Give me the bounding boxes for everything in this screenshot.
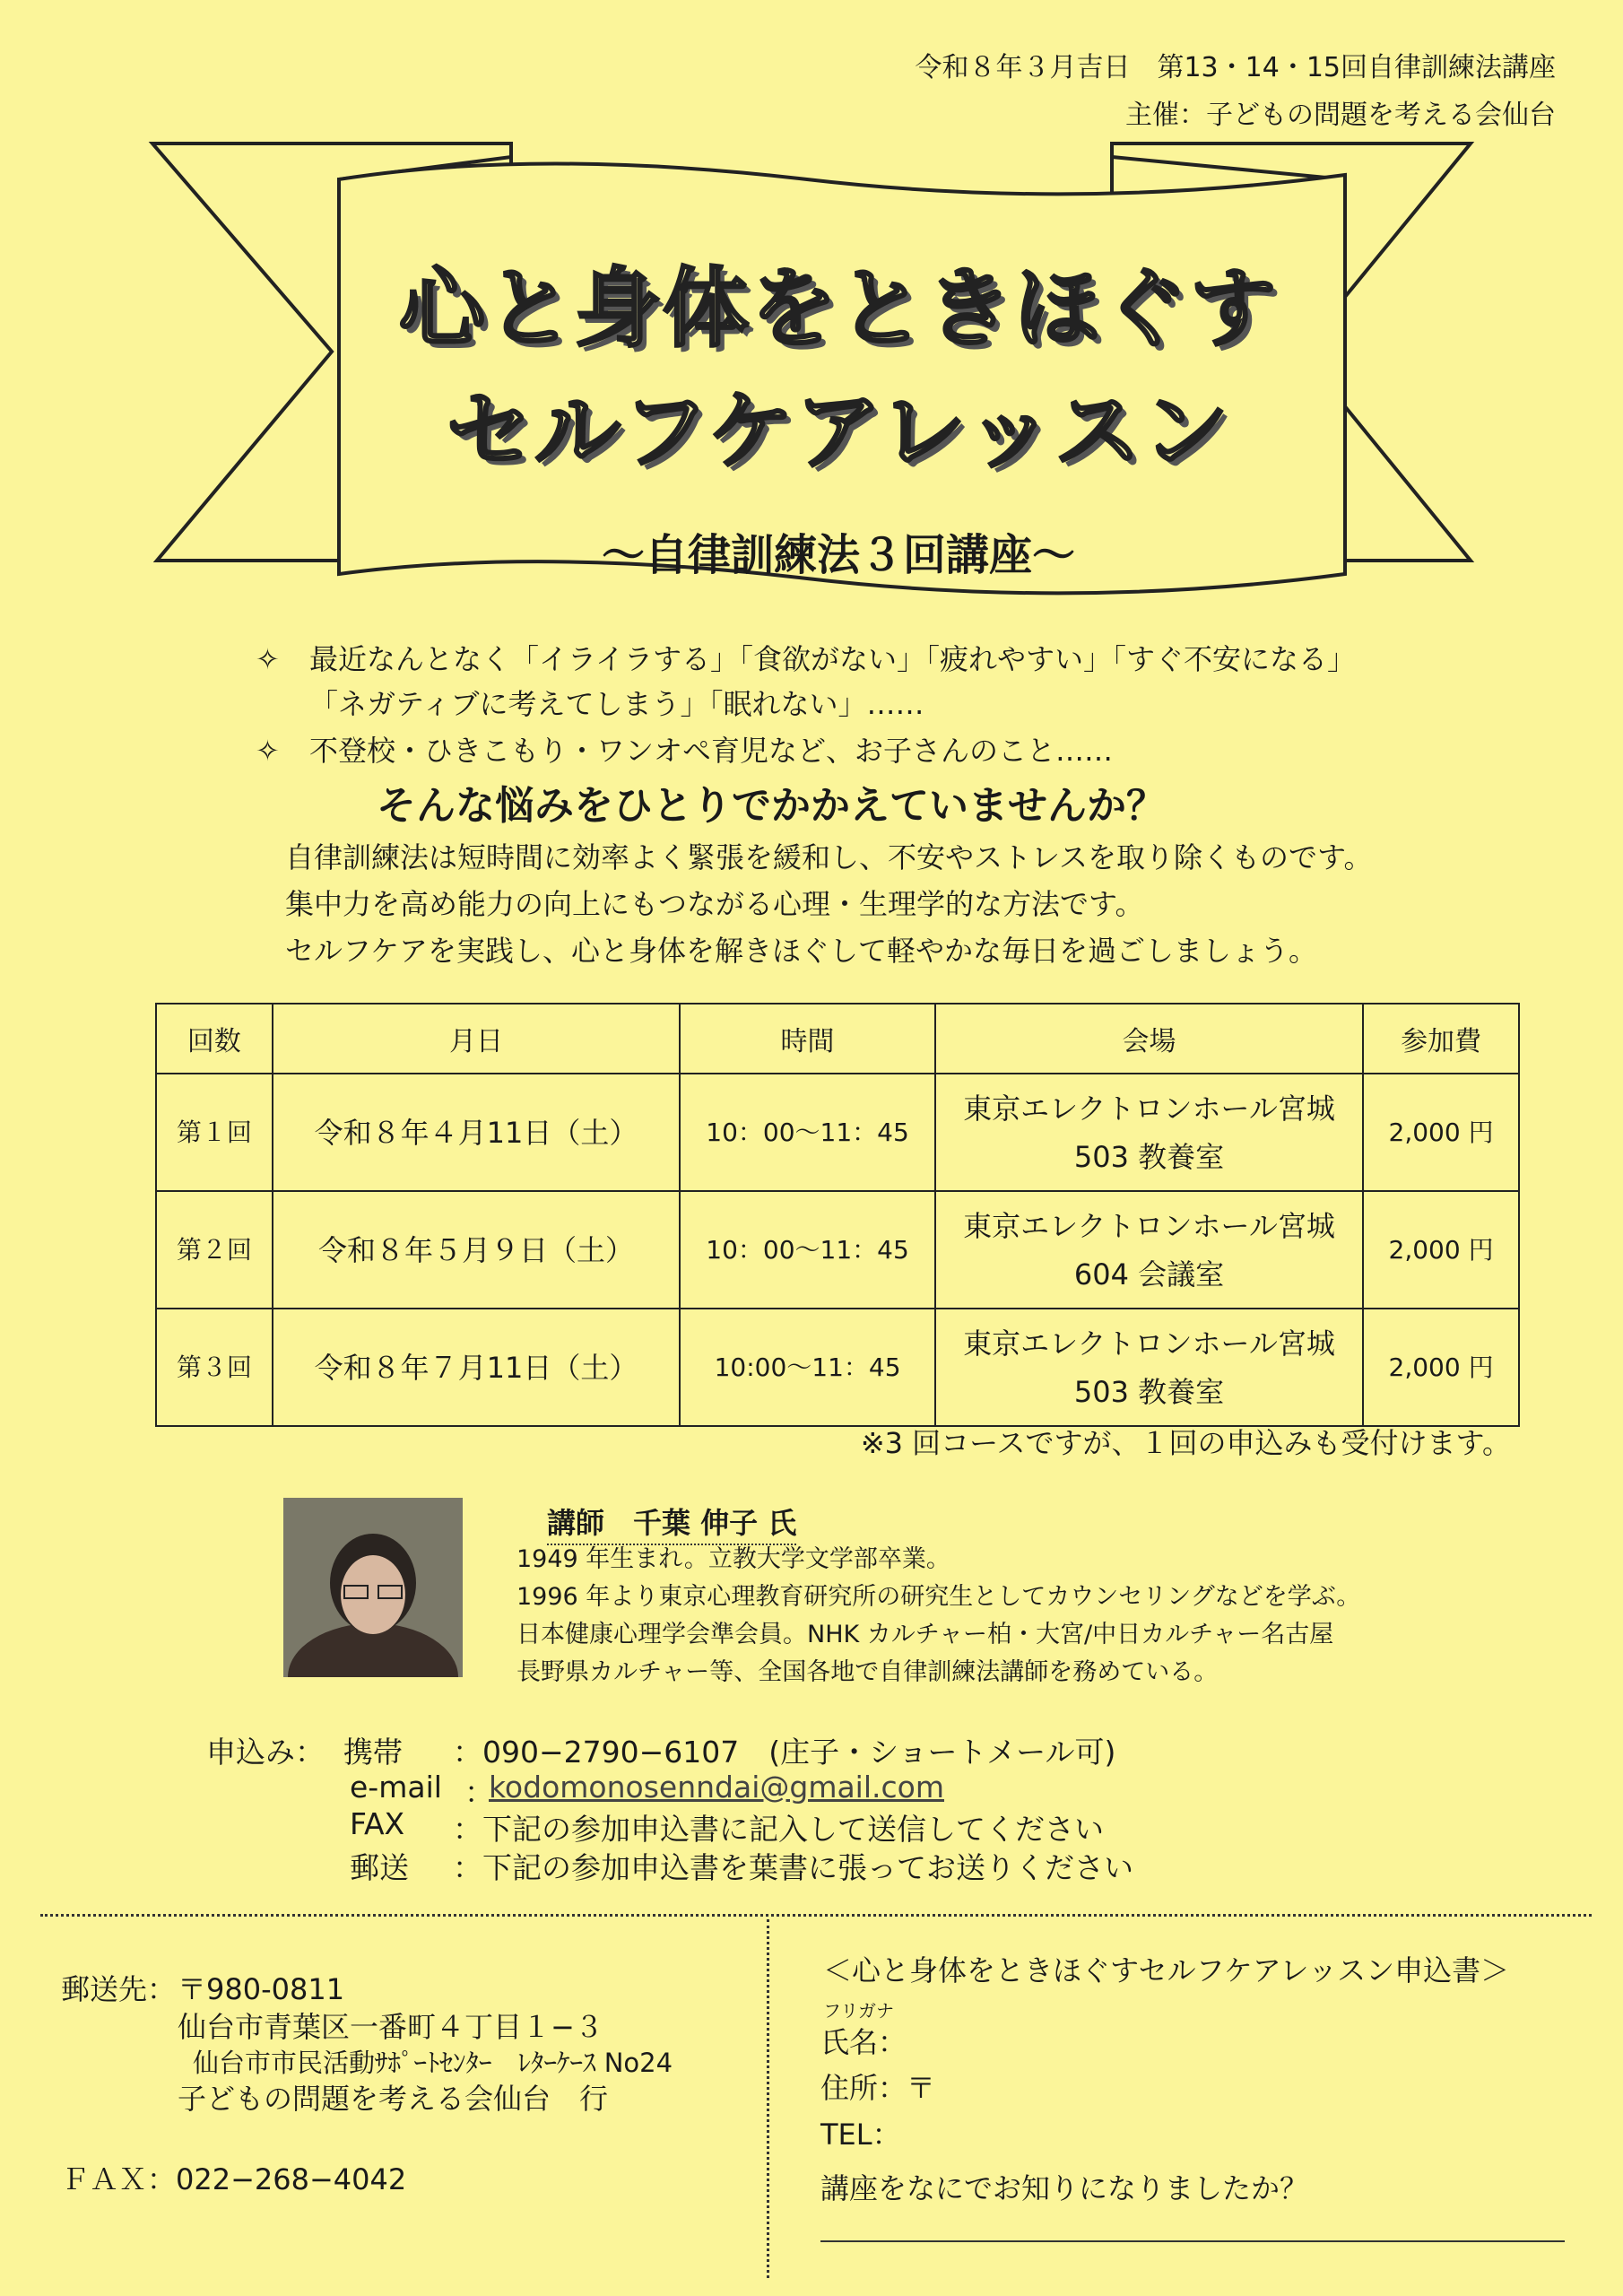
sparkle-icon: ✧ [256, 734, 280, 768]
lecturer-photo [283, 1498, 463, 1677]
title-line-1: 心と身体をときほぐす [399, 258, 1278, 359]
fax-value: ：下記の参加申込書に記入して送信してください [453, 1812, 1104, 1847]
session-fee: 2,000 円 [1363, 1191, 1519, 1309]
session-fee: 2,000 円 [1363, 1074, 1519, 1191]
venue-room: 503 教養室 [1073, 1139, 1225, 1174]
table-header-row [156, 1004, 1519, 1074]
table-row [156, 1309, 1519, 1426]
mailing-address-1: 仙台市青葉区一番町４丁目１−３ [178, 2010, 603, 2044]
venue-name: 東京エレクトロンホール宮城 [963, 1091, 1335, 1126]
header-date: 月日 [273, 1004, 680, 1074]
session-date: 令和８年４月11日（土） [273, 1074, 680, 1191]
fax-label: FAX [350, 1806, 405, 1841]
description-line: 集中力を高め能力の向上にもつながる心理・生理学的な方法です。 [285, 887, 1144, 921]
session-venue [935, 1191, 1363, 1309]
tel-field[interactable]: TEL： [820, 2118, 901, 2152]
form-title: ＜心と身体をときほぐすセルフケアレッスン申込書＞ [823, 1953, 1510, 1987]
sparkle-icon: ✧ [256, 642, 280, 676]
description [285, 834, 1372, 974]
lecturer-title: 講師 千葉 伸子 氏 [547, 1500, 796, 1545]
session-date: 令和８年５月９日（土） [273, 1191, 680, 1309]
session-venue [935, 1074, 1363, 1191]
furigana-label: フリガナ [823, 2000, 894, 2022]
venue-name: 東京エレクトロンホール宮城 [963, 1326, 1335, 1361]
source-question[interactable]: 講座をなにでお知りになりましたか？ [820, 2171, 1309, 2205]
fax-number: ＦＡＸ：022−268−4042 [61, 2162, 407, 2196]
person-portrait-icon [283, 1498, 463, 1677]
header-organizer: 主催：子どもの問題を考える会仙台 [1125, 100, 1556, 131]
session-number: 第１回 [156, 1074, 273, 1191]
header-date-line: 令和８年３月吉日 第13・14・15回自律訓練法講座 [915, 52, 1556, 83]
mailing-postal: 〒980-0811 [178, 1972, 345, 2006]
bullet-2-text: 不登校・ひきこもり・ワンオペ育児など、お子さんのこと…… [309, 734, 1114, 768]
bullet-1-cont: 「ネガティブに考えてしまう」「眠れない」…… [309, 687, 924, 721]
session-fee: 2,000 円 [1363, 1309, 1519, 1426]
form-divider [767, 1919, 769, 2278]
description-line: 自律訓練法は短時間に効率よく緊張を緩和し、不安やストレスを取り除くものです。 [285, 840, 1373, 874]
bio-line: 1996 年より東京心理教育研究所の研究生としてカウンセリングなどを学ぶ。 [516, 1583, 1361, 1611]
session-date: 令和８年７月11日（土） [273, 1309, 680, 1426]
header-count: 回数 [156, 1004, 273, 1074]
venue-name: 東京エレクトロンホール宮城 [963, 1208, 1335, 1243]
header-venue: 会場 [935, 1004, 1363, 1074]
session-number: 第３回 [156, 1309, 273, 1426]
mailing-label: 郵送先： [61, 1972, 177, 2006]
description-line: セルフケアを実践し、心と身体を解きほぐして軽やかな毎日を過ごしましょう。 [285, 934, 1318, 968]
bullet-2 [256, 728, 1113, 770]
bullet-1-text: 最近なんとなく「イライラする」「食欲がない」「疲れやすい」「すぐ不安になる」 [309, 642, 1357, 676]
venue-room: 604 会議室 [1073, 1257, 1225, 1292]
lecturer-bio [516, 1541, 1360, 1692]
email-label: e-mail [350, 1770, 442, 1805]
mailing-recipient: 子どもの問題を考える会仙台 行 [178, 2082, 609, 2116]
mobile-value: ：090−2790−6107 (庄子・ショートメール可) [453, 1735, 1116, 1770]
session-time: 10：00～11：45 [680, 1074, 935, 1191]
cut-line [40, 1914, 1592, 1917]
session-time: 10：00～11：45 [680, 1191, 935, 1309]
address-field[interactable]: 住所：〒 [820, 2071, 936, 2105]
post-label: 郵送 [350, 1850, 409, 1885]
bullet-1 [256, 637, 1356, 678]
table-row [156, 1074, 1519, 1191]
bio-line: 1949 年生まれ。立教大学文学部卒業。 [516, 1545, 950, 1573]
header-time: 時間 [680, 1004, 935, 1074]
session-number: 第２回 [156, 1191, 273, 1309]
title-line-2: セルフケアレッスン [446, 381, 1231, 482]
email-sep: ： [464, 1775, 494, 1810]
header-fee: 参加費 [1363, 1004, 1519, 1074]
session-venue [935, 1309, 1363, 1426]
post-value: ：下記の参加申込書を葉書に張ってお送りください [453, 1850, 1133, 1885]
venue-room: 503 教養室 [1073, 1374, 1225, 1409]
question-heading: そんな悩みをひとりでかかえていませんか？ [377, 783, 1166, 829]
email-link[interactable]: kodomonosenndai@gmail.com [489, 1770, 944, 1805]
bio-line: 長野県カルチャー等、全国各地で自律訓練法講師を務めている。 [516, 1658, 1219, 1686]
name-field[interactable]: 氏名： [820, 2025, 907, 2059]
schedule-table [155, 1003, 1520, 1427]
mailing-address-2: 仙台市市民活動ｻﾎﾟｰﾄｾﾝﾀｰ ﾚﾀｰｹｰｽ No24 [193, 2048, 673, 2078]
table-row [156, 1191, 1519, 1309]
course-note: ※3 回コースですが、１回の申込みも受付けます。 [860, 1426, 1511, 1460]
subtitle: ～自律訓練法３回講座～ [601, 530, 1075, 580]
session-time: 10:00～11：45 [680, 1309, 935, 1426]
apply-label: 申込み： [206, 1735, 325, 1770]
bio-line: 日本健康心理学会準会員。NHK カルチャー柏・大宮/中日カルチャー名古屋 [516, 1621, 1334, 1648]
answer-line [820, 2240, 1565, 2242]
mobile-label: 携帯 [343, 1735, 403, 1770]
